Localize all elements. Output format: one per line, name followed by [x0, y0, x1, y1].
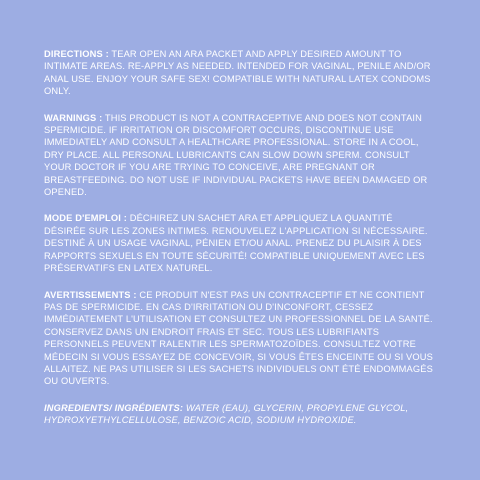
mode-emploi-text: DÉCHIREZ UN SACHET ARA ET APPLIQUEZ LA QUANTITÉ DÉSIRÉE SUR LES ZONES INTIMES. RENOUVELEZ L'APPLICATION SI NÉCESSAIRE. DESTINÉ À UN USAGE VAGINAL, PÉNIEN ET/OU ANAL. PRENEZ DU PLAISIR À DES RAPPORTS SEXUELS EN TOUTE SÉCURITÉ! COMPATIBLE UNIQUEMENT AVEC LES PRÉSERVATIFS EN LATEX NATUREL. [44, 213, 428, 274]
ingredients-text: WATER (EAU), GLYCERIN, PROPYLENE GLYCOL, HYDROXYETHYLCELLULOSE, BENZOIC ACID, SODIUM HYDROXIDE. [44, 402, 409, 426]
mode-emploi-section [44, 212, 436, 274]
directions-section [44, 48, 436, 98]
warnings-section [44, 112, 436, 199]
directions-text: TEAR OPEN AN ARA PACKET AND APPLY DESIRED AMOUNT TO INTIMATE AREAS. RE-APPLY AS NEEDED. INTENDED FOR VAGINAL, PENILE AND/OR ANAL USE. ENJOY YOUR SAFE SEX! COMPATIBLE WITH NATURAL LATEX CONDOMS ONLY. [44, 49, 431, 97]
directions-heading: DIRECTIONS : [44, 49, 109, 59]
ingredients-heading: INGREDIENTS/ INGRÉDIENTS: [44, 402, 184, 413]
avertissements-heading: AVERTISSEMENTS : [44, 289, 137, 300]
warnings-heading: WARNINGS : [44, 112, 103, 123]
avertissements-section [44, 289, 436, 388]
mode-emploi-heading: MODE D'EMPLOI : [44, 213, 127, 224]
ingredients-section [44, 402, 436, 427]
warnings-text: THIS PRODUCT IS NOT A CONTRACEPTIVE AND DOES NOT CONTAIN SPERMICIDE. IF IRRITATION OR DISCOMFORT OCCURS, DISCONTINUE USE IMMEDIATELY AND CONSULT A HEALTHCARE PROFESSIONAL. STORE IN A COOL, DRY PLACE. ALL PERSONAL LUBRICANTS CAN SLOW DOWN SPERM. CONSULT YOUR DOCTOR IF YOU ARE TRYING TO CONCEIVE, ARE PREGNANT OR BREASTFEEDING. DO NOT USE IF INDIVIDUAL PACKETS HAVE BEEN DAMAGED OR OPENED. [44, 112, 428, 198]
avertissements-text: CE PRODUIT N'EST PAS UN CONTRACEPTIF ET NE CONTIENT PAS DE SPERMICIDE. EN CAS D'IRRITATION OU D'INCONFORT, CESSEZ IMMÉDIATEMENT L'UTILISATION ET CONSULTEZ UN PROFESSIONNEL DE LA SANTÉ. CONSERVEZ DANS UN ENDROIT FRAIS ET SEC. TOUS LES LUBRIFIANTS PERSONNELS PEUVENT RALENTIR LES SPERMATOZOÏDES. CONSULTEZ VOTRE MÉDECIN SI VOUS ESSAYEZ DE CONCEVOIR, SI VOUS ÊTES ENCEINTE OU SI VOUS ALLAITEZ. NE PAS UTILISER SI LES SACHETS INDIVIDUELS ONT ÉTÉ ENDOMMAGÉS OU OUVERTS. [44, 289, 433, 387]
